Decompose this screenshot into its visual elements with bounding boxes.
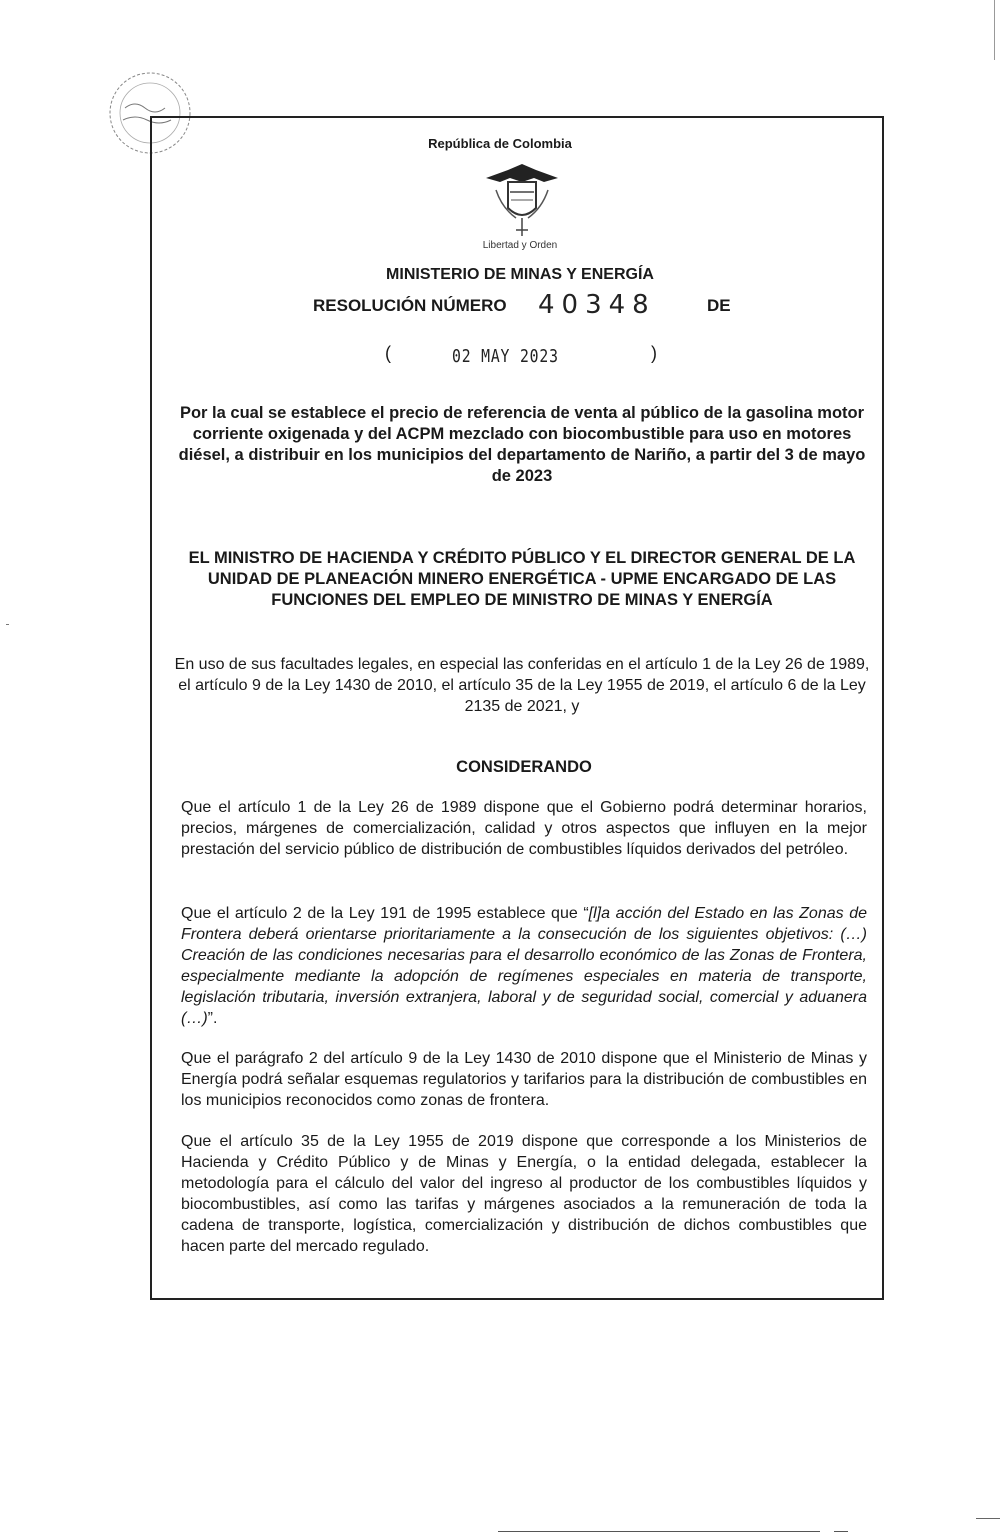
resolution-label: RESOLUCIÓN NÚMERO [313,296,507,315]
scan-edge-line [994,0,995,60]
resolution-number: 40348 [538,290,656,320]
considerando-heading: CONSIDERANDO [456,758,592,776]
considerando-paragraph-3: Que el parágrafo 2 del artículo 9 de la Ley 1430 de 2010 dispone que el Ministerio de Minas y Energía podrá señalar esquemas regulatorios y tarifarios para la distribución de combustibles en los municipios reconocidos como zonas de frontera. [181,1050,867,1109]
considerando-paragraph-2 [181,903,867,1029]
considerando-paragraph-1: Que el artículo 1 de la Ley 26 de 1989 dispone que el Gobierno podrá determinar horarios, precios, márgenes de comercialización, calidad y otros aspectos que influyen en la mejor prestación del servicio público de distribución de combustibles líquidos derivados del petróleo. [181,799,867,858]
scan-tick-mark [6,624,9,625]
considerando-paragraph-4: Que el artículo 35 de la Ley 1955 de 2019 dispone que corresponde a los Ministerios de Hacienda y Crédito Público y de Minas y Energía, o la entidad delegada, establecer la metodología para el cálculo del valor del ingreso al productor de los combustibles líquidos y biocombustibles, así como las tarifas y márgenes asociados a la remuneración de toda la cadena de transporte, logística, comercialización y distribución de dichos combustibles que hacen parte del mercado regulado. [181,1133,867,1255]
legal-powers-text: En uso de sus facultades legales, en especial las conferidas en el artículo 1 de la Ley 26 de 1989, el artículo 9 de la Ley 1430 de 2010, el artículo 35 de la Ley 1955 de 2019, el artículo 6 de la Ley 2135 de 2021, y [174,656,870,715]
coat-of-arms-icon [478,160,566,242]
ministry-name: MINISTERIO DE MINAS Y ENERGÍA [386,266,654,283]
resolution-date: 02 MAY 2023 [452,346,559,367]
paragraph-2-quote: [l]a acción del Estado en las Zonas de Frontera deberá orientarse prioritariamente a la consecución de los siguientes objetivos: (…) Creación de las condiciones necesarias para el desarrollo económico de las Zonas de Frontera, especialmente mediante la adopción de regímenes especiales en materia de transporte, legislación tributaria, inversión extranjera, laboral y de seguridad social, comercial y aduanera (…) [181,905,868,1027]
resolution-de-label: DE [707,296,731,315]
motto-text: Libertad y Orden [482,240,558,251]
scan-edge-dash [976,1518,1000,1519]
paragraph-2-lead: Que el artículo 2 de la Ley 191 de 1995 establece que “ [181,905,589,922]
date-paren-open: ( [385,343,391,363]
resolution-title: Por la cual se establece el precio de referencia de venta al público de la gasolina motor corriente oxigenada y del ACPM mezclado con biocombustible para uso en motores diésel, a distribuir en los municipios del departamento de Nariño, a partir del 3 de mayo de 2023 [178,404,866,485]
paragraph-2-tail: ”. [207,1010,218,1027]
footer-rule [498,1531,820,1532]
republica-heading: República de Colombia [428,136,572,151]
date-paren-close: ) [651,343,657,363]
signatories-heading: EL MINISTRO DE HACIENDA Y CRÉDITO PÚBLICO Y EL DIRECTOR GENERAL DE LA UNIDAD DE PLANEACIÓN MINERO ENERGÉTICA - UPME ENCARGADO DE LAS FUNCIONES DEL EMPLEO DE MINISTRO DE MINAS Y ENERGÍA [188,549,856,609]
footer-rule-short [834,1531,848,1532]
